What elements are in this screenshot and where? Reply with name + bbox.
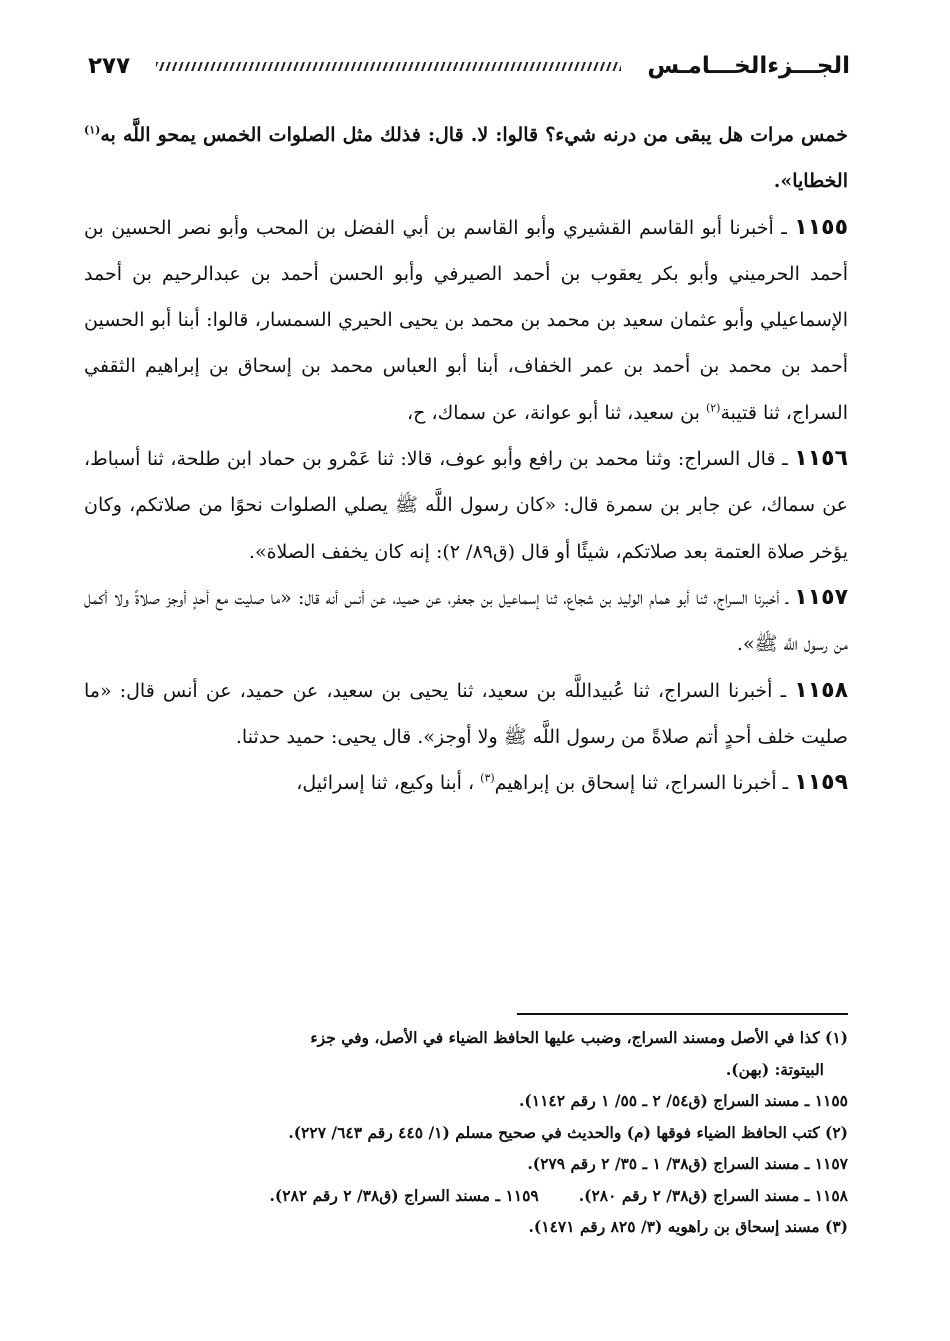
footnote-3: (٣) مسند إسحاق بن راهويه (٣/ ٨٢٥ رقم ١٤٧١). bbox=[528, 1217, 848, 1236]
intro-tail: الخطايا». bbox=[773, 170, 848, 193]
hadith-number: ١١٥٩ bbox=[794, 770, 848, 796]
hadith-number: ١١٥٧ bbox=[794, 584, 848, 610]
footnote-marker-3: (٣) bbox=[480, 771, 495, 785]
hadith-1156 bbox=[84, 436, 848, 575]
ref-1159: ١١٥٩ ـ مسند السراج (ق٣٨/ ٢ رقم ٢٨٢). bbox=[269, 1185, 539, 1205]
running-title: الجـــزءالخـــامـس bbox=[647, 53, 850, 79]
hadith-number: ١١٥٦ bbox=[794, 446, 848, 472]
hadith-1159 bbox=[84, 760, 848, 806]
footnote-marker-2: (٢) bbox=[705, 401, 721, 415]
footnotes bbox=[84, 1022, 848, 1243]
footnote-marker-1: (١) bbox=[84, 123, 101, 137]
footnote-1-cont: البيتوتة: (بهن). bbox=[725, 1059, 824, 1079]
hadith-number: ١١٥٨ bbox=[794, 677, 848, 703]
footnote-2: (٢) كتب الحافظ الضياء فوقها (م) والحديث في صحيح مسلم (١/ ٤٤٥ رقم ٦٤٣/ ٢٢٧). bbox=[288, 1122, 848, 1142]
hadith-text: ـ قال السراج: وثنا محمد بن رافع وأبو عوف، قالا: ثنا عَمْرو بن حماد ابن طلحة، ثنا أسباط، عن سماك، عن جابر بن سمرة قال: «كان رسول اللَّه ﷺ يصلي الصلوات نحوًا من صلاتكم، وكان يؤخر صلاة العتمة بعد صلاتكم، شيئًا أو قال (ق٨٩/ ٢): إنه كان يخفف الصلاة». bbox=[84, 448, 848, 563]
main-text bbox=[84, 112, 848, 806]
intro-text: خمس مرات هل يبقى من درنه شيء؟ قالوا: لا. قال: فذلك مثل الصلوات الخمس يمحو اللَّه به bbox=[100, 124, 848, 146]
hadith-number: ١١٥٥ bbox=[794, 214, 848, 240]
hadith-1157 bbox=[84, 575, 848, 668]
ref-1158-1159 bbox=[84, 1180, 848, 1212]
footnote-1: (١) كذا في الأصل ومسند السراج، وضبب عليها الحافظ الضياء في الأصل، وفي جزء bbox=[310, 1028, 848, 1047]
hadith-text: ـ أخبرنا أبو القاسم القشيري وأبو القاسم بن أبي الفضل بن المحب وأبو نصر الحسين بن أحمد الحرميني وأبو بكر يعقوب بن أحمد الصيرفي وأبو الحسن أحمد بن عبدالرحيم بن أحمد الإسماعيلي وأبو عثمان سعيد بن محمد بن محمد بن يحيى الحيري السمسار، قالوا: أبنا أبو الحسين أحمد بن محمد بن أحمد بن عمر الخفاف، أبنا أبو العباس محمد بن إسحاق بن إبراهيم الثقفي السراج، ثنا قتيبة bbox=[84, 216, 848, 424]
ref-1158: ١١٥٨ ـ مسند السراج (ق٣٨/ ٢ رقم ٢٨٠). bbox=[578, 1185, 848, 1205]
hadith-text-cont: ، أبنا وكيع، ثنا إسرائيل، bbox=[296, 772, 481, 795]
hadith-text: ـ أخبرنا السراج، ثنا عُبيداللَّه بن سعيد، ثنا يحيى بن سعيد، عن حميد، عن أنس قال: «ما صليت خلف أحدٍ أتم صلاةً من رسول اللَّه ﷺ ولا أوجز». قال يحيى: حميد حدثنا. bbox=[84, 679, 848, 748]
footnote-divider bbox=[517, 1013, 848, 1015]
hadith-text: ـ أخبرنا السراج، ثنا إسحاق بن إبراهيم bbox=[494, 772, 795, 795]
page-header bbox=[88, 46, 850, 86]
header-decorative-rule bbox=[156, 62, 621, 71]
ref-1155: ١١٥٥ ـ مسند السراج (ق٥٤/ ٢ ـ ٥٥/ ١ رقم ١١٤٢). bbox=[519, 1091, 848, 1110]
hadith-text-cont: بن سعيد، ثنا أبو عوانة، عن سماك، ح، bbox=[407, 401, 706, 424]
intro-paragraph bbox=[84, 112, 848, 205]
hadith-text: ـ أخبرنا السراج، ثنا أبو همام الوليد بن شجاع، ثنا إسماعيل بن جعفر، عن حميد، عن أنس أنه قال: «ما صليت مع أحدٍ أوجز صلاةً ولا أكمل من رسول اللَّه ﷺ». bbox=[84, 586, 848, 656]
ref-1157: ١١٥٧ ـ مسند السراج (ق٣٨/ ١ ـ ٣٥/ ٢ رقم ٢٧٩). bbox=[527, 1154, 848, 1173]
hadith-1158 bbox=[84, 668, 848, 761]
hadith-1155 bbox=[84, 205, 848, 436]
page-number: ٢٧٧ bbox=[88, 53, 131, 79]
